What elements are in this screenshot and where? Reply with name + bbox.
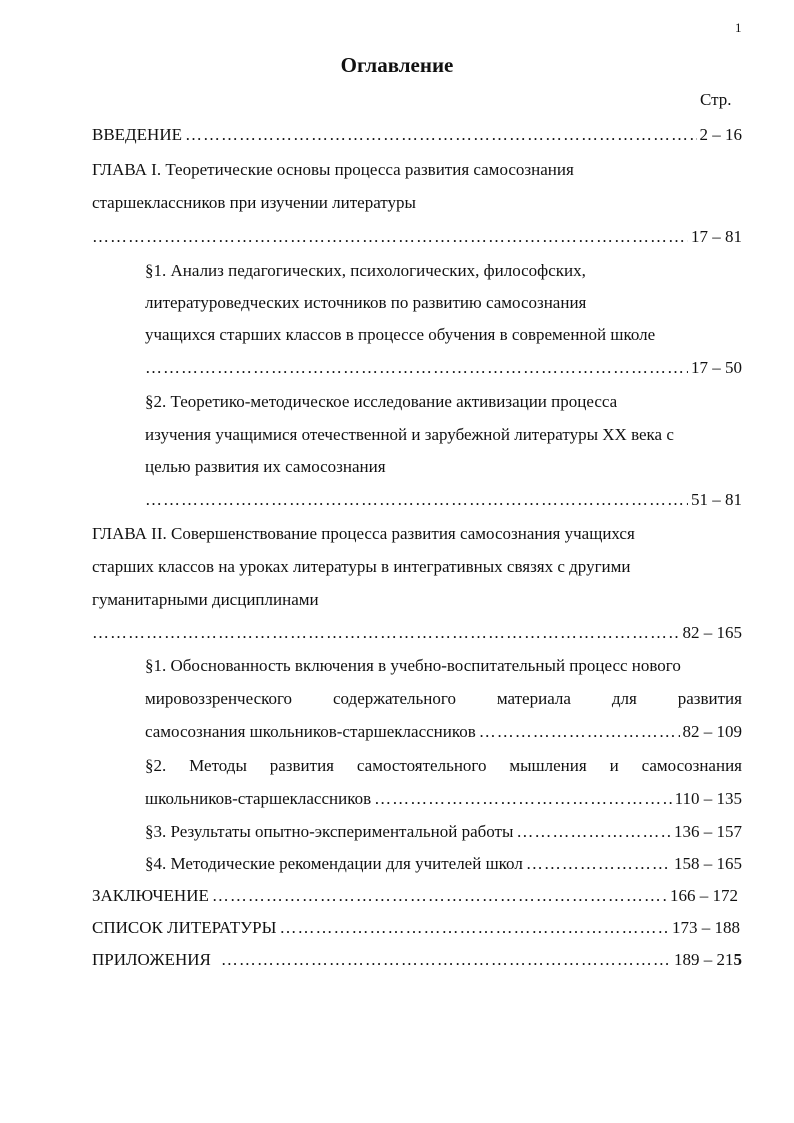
toc-entry-intro[interactable] <box>92 124 742 146</box>
toc-entry-label: §3. Результаты опытно-экспериментальной работы <box>145 822 514 841</box>
word: и <box>609 756 619 775</box>
toc-entry-pages: 166 – 172 <box>670 886 738 905</box>
toc-entry-pages: 110 – 135 <box>674 789 742 808</box>
ch1-section1-line3: учащихся старших классов в процессе обучения в современной школе <box>145 325 656 344</box>
pages-text: 189 – 21 <box>674 950 734 969</box>
word: содержательного <box>332 689 456 708</box>
dot-leader <box>526 853 671 875</box>
dot-leader <box>479 721 680 743</box>
dot-leader <box>145 489 688 511</box>
toc-entry-ch2-section1[interactable] <box>145 721 742 743</box>
word: развития <box>269 756 334 775</box>
toc-entry-pages: 82 – 109 <box>682 722 742 741</box>
word: самостоятельного <box>356 756 487 775</box>
toc-entry-label: самосознания школьников-старшеклассников <box>145 722 476 741</box>
toc-entry-references[interactable] <box>92 917 740 939</box>
dot-leader <box>221 949 671 971</box>
chapter2-title-line2: старших классов на уроках литературы в интегративных связях с другими <box>92 557 631 576</box>
ch1-section2-line1: §2. Теоретико-методическое исследование активизации процесса <box>145 392 618 411</box>
ch1-section1-line1: §1. Анализ педагогических, психологических, философских, <box>145 261 586 280</box>
chapter2-title-line1: ГЛАВА II. Совершенствование процесса развития самосознания учащихся <box>92 524 635 543</box>
dot-leader <box>374 788 671 810</box>
word: самосознания <box>641 756 742 775</box>
dot-leader <box>279 917 669 939</box>
dot-leader <box>92 226 688 248</box>
toc-entry-ch1-section1-pages[interactable] <box>145 357 742 379</box>
dot-leader <box>185 124 697 146</box>
ch1-section2-line3: целью развития их самосознания <box>145 457 386 476</box>
ch1-section1-line2: литературоведческих источников по развитию самосознания <box>145 293 587 312</box>
toc-entry-ch2-section4[interactable] <box>145 853 742 875</box>
toc-entry-pages <box>674 949 742 971</box>
toc-entry-chapter1-pages[interactable] <box>92 226 742 248</box>
toc-entry-label: школьников-старшеклассников <box>145 789 372 808</box>
word: Методы <box>189 756 247 775</box>
ch2-section2-line1 <box>145 755 742 777</box>
toc-entry-pages: 17 – 81 <box>691 227 742 246</box>
toc-entry-pages: 51 – 81 <box>691 490 742 509</box>
toc-entry-pages: 173 – 188 <box>672 918 740 937</box>
word: мышления <box>509 756 587 775</box>
toc-entry-label: СПИСОК ЛИТЕРАТУРЫ <box>92 918 277 937</box>
toc-entry-pages: 158 – 165 <box>674 854 742 873</box>
toc-entry-label: ВВЕДЕНИЕ <box>92 125 182 144</box>
toc-entry-ch2-section2[interactable] <box>145 788 742 810</box>
handwritten-digit: 5 <box>733 950 742 969</box>
dot-leader <box>212 885 667 907</box>
toc-entry-ch1-section2-pages[interactable] <box>145 489 742 511</box>
toc-entry-label: §4. Методические рекомендации для учителей школ <box>145 854 523 873</box>
chapter2-title-line3: гуманитарными дисциплинами <box>92 590 319 609</box>
word: для <box>611 689 637 708</box>
toc-entry-appendices[interactable] <box>92 949 742 971</box>
toc-entry-conclusion[interactable] <box>92 885 738 907</box>
toc-entry-label: ПРИЛОЖЕНИЯ <box>92 950 211 969</box>
toc-entry-ch2-section3[interactable] <box>145 821 742 843</box>
word: §2. <box>145 756 167 775</box>
toc-entry-label: ЗАКЛЮЧЕНИЕ <box>92 886 209 905</box>
dot-leader <box>145 357 688 379</box>
ch1-section2-line2: изучения учащимися отечественной и зарубежной литературы XX века с <box>145 425 674 444</box>
toc-entry-pages: 2 – 16 <box>699 125 742 144</box>
dot-leader <box>92 622 680 644</box>
dot-leader <box>516 821 671 843</box>
word: мировоззренческого <box>145 689 293 708</box>
ch2-section1-line2 <box>145 688 742 710</box>
ch2-section1-line1: §1. Обоснованность включения в учебно-воспитательный процесс нового <box>145 656 681 675</box>
toc-entry-pages: 136 – 157 <box>674 822 742 841</box>
chapter1-title-line2: старшеклассников при изучении литературы <box>92 193 416 212</box>
chapter1-title-line1: ГЛАВА I. Теоретические основы процесса развития самосознания <box>92 160 574 179</box>
word: развития <box>677 689 742 708</box>
toc-entry-pages: 17 – 50 <box>691 358 742 377</box>
toc-entry-pages: 82 – 165 <box>682 623 742 642</box>
pages-column-label: Стр. <box>700 90 732 109</box>
word: материала <box>496 689 571 708</box>
page-number: 1 <box>735 20 742 35</box>
page-title: Оглавление <box>340 53 454 77</box>
toc-entry-chapter2-pages[interactable] <box>92 622 742 644</box>
